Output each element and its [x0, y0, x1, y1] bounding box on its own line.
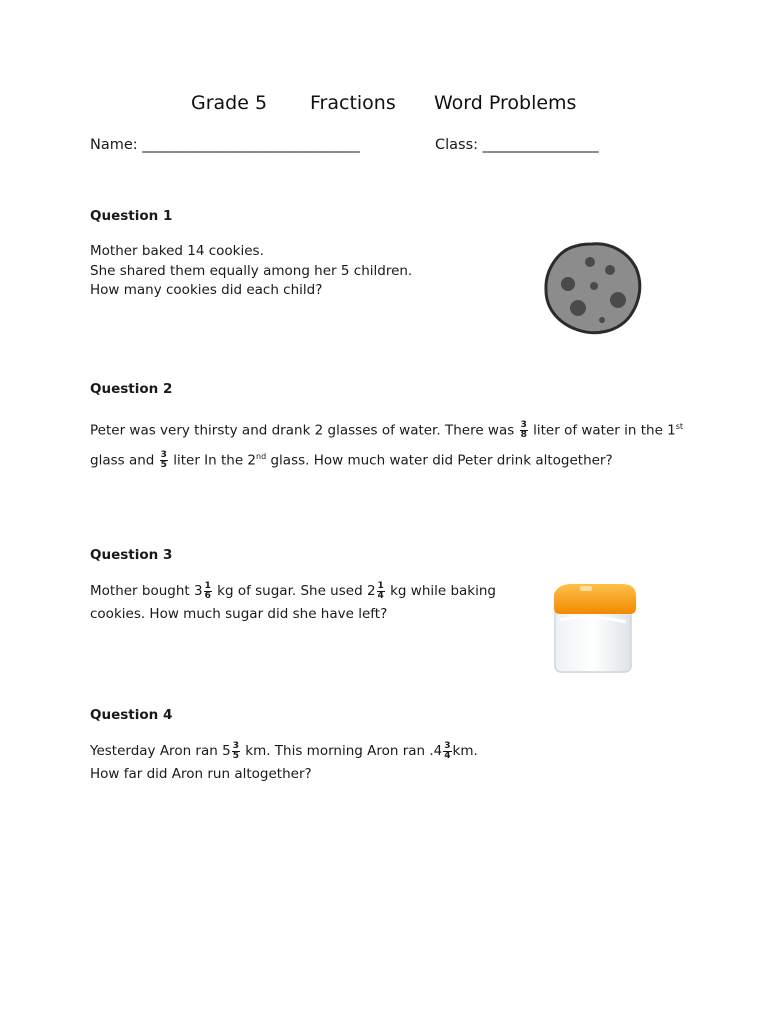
question-3-text-part: kg of sugar. She used 2: [217, 583, 376, 599]
title-topic: Fractions: [310, 92, 396, 114]
question-2-text-part: glass. How much water did Peter drink altogether?: [270, 452, 613, 468]
question-4-heading: Question 4: [90, 707, 173, 723]
question-3-text: [90, 580, 496, 626]
question-1-line: How many cookies did each child?: [90, 282, 323, 298]
fraction: $\frac{3}{8}$: [520, 420, 527, 440]
fraction: $\frac{1}{6}$: [204, 580, 211, 601]
name-field: Name: ______________________________: [90, 137, 360, 153]
question-4-text-part: km. This morning Aron ran .4: [245, 743, 443, 759]
question-2-text-part: liter In the 2: [173, 452, 257, 468]
student-fields: [90, 137, 599, 153]
question-4-text-part: How far did Aron run altogether?: [90, 766, 312, 782]
question-3-text-part: cookies. How much sugar did she have left?: [90, 606, 388, 622]
cookie-icon: [542, 240, 644, 336]
question-3-text-part: Mother bought 3: [90, 583, 203, 599]
question-1-heading: Question 1: [90, 208, 173, 224]
fraction: $\frac{3}{5}$: [160, 449, 167, 470]
title-kind: Word Problems: [434, 92, 577, 114]
title-grade: Grade 5: [191, 92, 268, 114]
question-1-text: [90, 242, 412, 301]
question-2-text: Peter was very thirsty and drank 2 glasses of water. There was $\frac{3}{8}$ liter of water in the 1st glass and $\frac{3}{5}$ liter In the 2nd glass. How much water did Peter drink altogether?: [90, 420, 684, 470]
question-4-text-part: Yesterday Aron ran 5: [90, 743, 231, 759]
question-2-heading: Question 2: [90, 381, 173, 397]
sugar-container-icon: [550, 580, 640, 676]
question-3-text-part: kg while baking: [390, 583, 497, 599]
fraction: $\frac{1}{4}$: [377, 580, 384, 601]
question-3-heading: Question 3: [90, 547, 173, 563]
class-field: Class: ________________: [435, 137, 599, 153]
question-2-text-part: liter of water in the 1: [533, 422, 676, 439]
question-2-text-part: glass and: [90, 452, 155, 468]
fraction: $\frac{3}{5}$: [232, 740, 239, 761]
question-1-line: She shared them equally among her 5 children.: [90, 262, 413, 279]
fraction: $\frac{3}{4}$: [444, 740, 451, 761]
question-1-line: Mother baked 14 cookies.: [90, 243, 264, 259]
question-4-text: [90, 740, 478, 786]
question-4-text-part: km.: [452, 743, 478, 759]
question-2-text-part: Peter was very thirsty and drank 2 glasses of water. There was: [90, 422, 515, 439]
